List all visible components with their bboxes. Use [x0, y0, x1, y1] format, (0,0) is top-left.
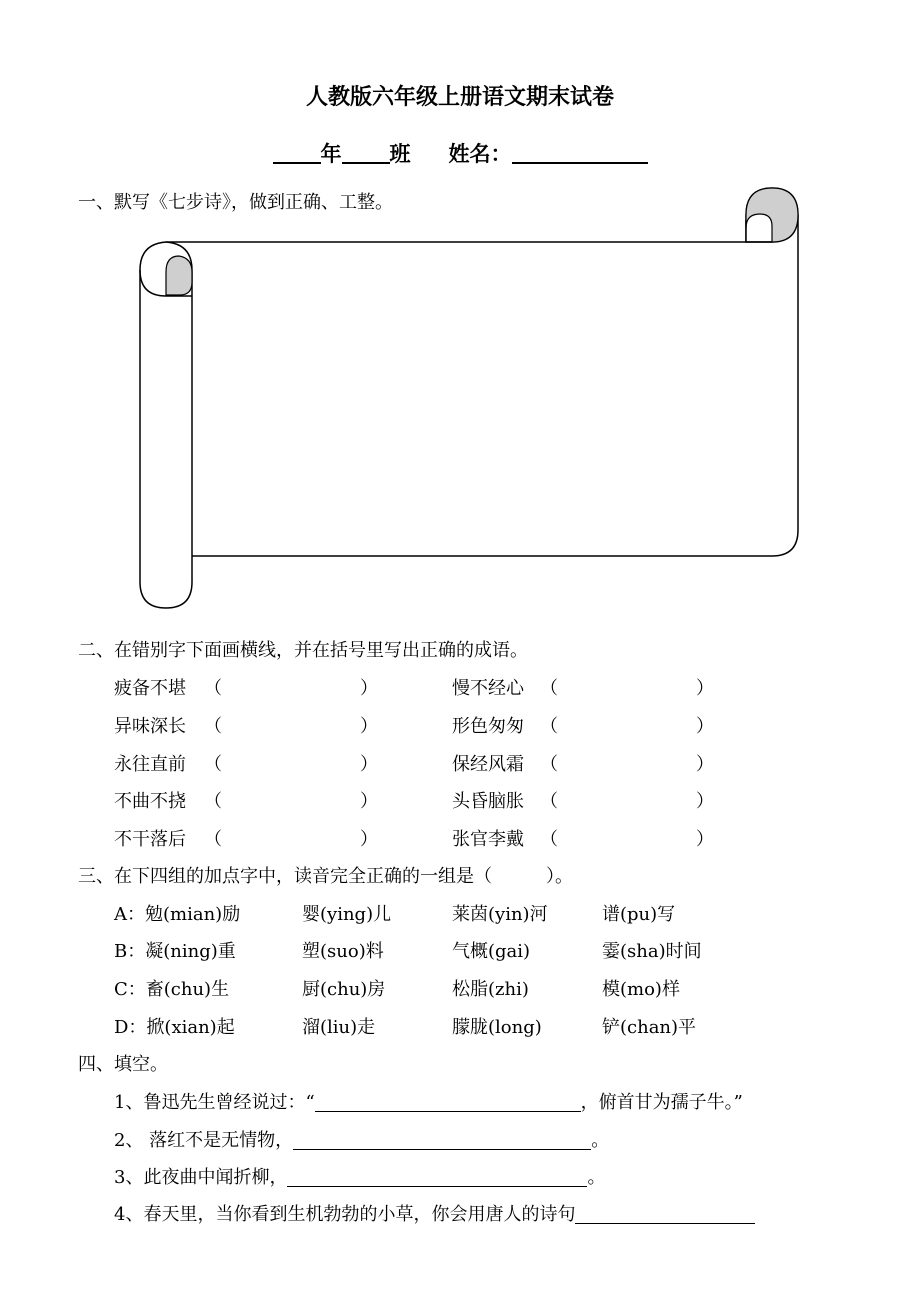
paren-open: （	[204, 829, 222, 850]
idiom-item: 头昏脑胀	[452, 791, 524, 812]
pinyin-option: 塑(suo)料	[302, 941, 384, 962]
idiom-item: 疲备不堪	[114, 678, 186, 699]
scroll-left-roll	[140, 242, 192, 608]
paren-close: ）	[360, 678, 378, 699]
pinyin-option: 气概(gai)	[452, 941, 531, 962]
paren-open: （	[204, 791, 222, 812]
paren-close: ）	[696, 754, 714, 775]
year-blank[interactable]	[273, 140, 321, 164]
q3-answer-blank[interactable]	[287, 1166, 587, 1187]
fill-question-2	[114, 1126, 609, 1152]
section-3-heading: 三、在下四组的加点字中，读音完全正确的一组是（ ）。	[78, 866, 573, 887]
paren-close: ）	[360, 791, 378, 812]
q1-answer-blank[interactable]	[315, 1091, 581, 1112]
pinyin-option: D：掀(xian)起	[114, 1017, 235, 1038]
pinyin-option: 莱茵(yin)河	[452, 904, 548, 925]
idiom-item: 慢不经心	[452, 678, 524, 699]
q1-suffix: ，俯首甘为孺子牛。”	[580, 1092, 743, 1113]
q4-answer-blank[interactable]	[575, 1203, 755, 1224]
paren-open: （	[540, 829, 558, 850]
idiom-item: 不曲不挠	[114, 791, 186, 812]
section-2-heading: 二、在错别字下面画横线，并在括号里写出正确的成语。	[78, 640, 528, 661]
paren-open: （	[540, 716, 558, 737]
idiom-item: 张官李戴	[452, 829, 524, 850]
fill-question-4	[114, 1200, 755, 1226]
pinyin-option: A：勉(mian)励	[114, 904, 241, 925]
q1-prefix: 1、鲁迅先生曾经说过：“	[114, 1092, 315, 1113]
q4-prefix: 4、春天里，当你看到生机勃勃的小草，你会用唐人的诗句	[114, 1204, 576, 1225]
q2-suffix: 。	[591, 1130, 610, 1151]
name-blank[interactable]	[512, 140, 648, 164]
pinyin-option: 婴(ying)儿	[302, 904, 392, 925]
paren-close: ）	[696, 791, 714, 812]
year-label: 年	[320, 141, 342, 166]
fill-question-1	[114, 1088, 743, 1114]
page-title: 人教版六年级上册语文期末试卷	[305, 84, 614, 110]
q2-prefix: 2、 落红不是无情物，	[114, 1130, 294, 1151]
paren-open: （	[540, 678, 558, 699]
paren-close: ）	[360, 716, 378, 737]
pinyin-option: 霎(sha)时间	[602, 941, 702, 962]
scroll-writing-area[interactable]	[136, 186, 802, 612]
pinyin-option: B：凝(ning)重	[114, 941, 236, 962]
pinyin-option: 厨(chu)房	[302, 979, 386, 1000]
idiom-item: 不干落后	[114, 829, 186, 850]
paren-open: （	[540, 754, 558, 775]
paren-close: ）	[696, 829, 714, 850]
pinyin-option: 朦胧(long)	[452, 1017, 542, 1038]
paren-open: （	[204, 678, 222, 699]
paren-open: （	[204, 754, 222, 775]
pinyin-option: 铲(chan)平	[602, 1017, 697, 1038]
idiom-item: 永往直前	[114, 754, 186, 775]
idiom-item: 异味深长	[114, 716, 186, 737]
class-blank[interactable]	[342, 140, 390, 164]
idiom-item: 形色匆匆	[452, 716, 524, 737]
pinyin-option: 溜(liu)走	[302, 1017, 376, 1038]
paren-close: ）	[360, 754, 378, 775]
class-label: 班	[389, 141, 411, 166]
q3-suffix: 。	[587, 1167, 606, 1188]
paren-close: ）	[360, 829, 378, 850]
paren-open: （	[540, 791, 558, 812]
scroll-sheet	[166, 215, 798, 556]
paren-close: ）	[696, 678, 714, 699]
paren-open: （	[204, 716, 222, 737]
section-1-heading: 一、默写《七步诗》，做到正确、工整。	[78, 192, 393, 213]
pinyin-option: C：畜(chu)生	[114, 979, 230, 1000]
section-4-heading: 四、填空。	[78, 1054, 168, 1075]
pinyin-option: 模(mo)样	[602, 979, 680, 1000]
idiom-item: 保经风霜	[452, 754, 524, 775]
pinyin-option: 谱(pu)写	[602, 904, 676, 925]
name-label: 姓名：	[448, 141, 512, 166]
q2-answer-blank[interactable]	[293, 1129, 591, 1150]
paren-close: ）	[696, 716, 714, 737]
student-info-line	[0, 138, 920, 168]
fill-question-3	[114, 1163, 605, 1189]
pinyin-option: 松脂(zhi)	[452, 979, 529, 1000]
scroll-left-roll-shade	[166, 256, 192, 295]
q3-prefix: 3、此夜曲中闻折柳，	[114, 1167, 288, 1188]
